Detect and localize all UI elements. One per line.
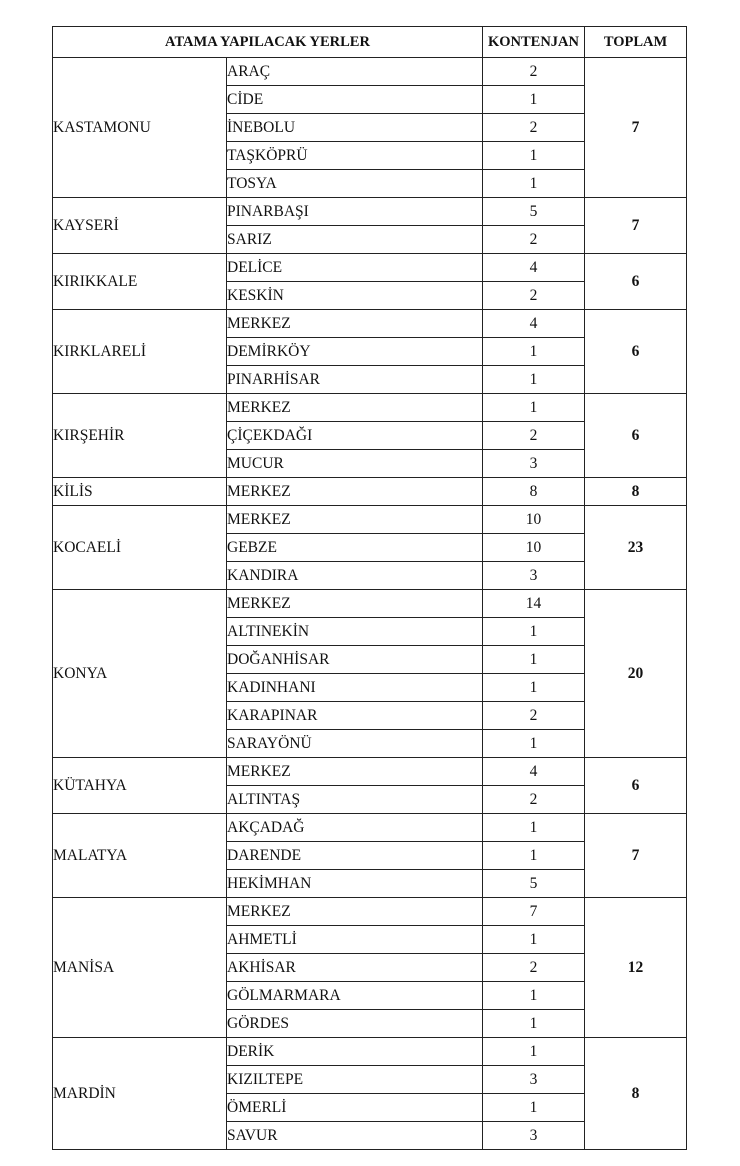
quota-cell: 4 <box>483 254 585 282</box>
province-cell: KÜTAHYA <box>53 758 227 814</box>
table-body <box>53 58 687 1150</box>
total-cell: 6 <box>585 758 687 814</box>
header-quota: KONTENJAN <box>483 27 585 58</box>
district-cell: HEKİMHAN <box>227 870 483 898</box>
district-cell: DEMİRKÖY <box>227 338 483 366</box>
district-cell: GÖRDES <box>227 1010 483 1038</box>
district-cell: MERKEZ <box>227 310 483 338</box>
province-cell: KOCAELİ <box>53 506 227 590</box>
quota-cell: 1 <box>483 730 585 758</box>
district-cell: MERKEZ <box>227 590 483 618</box>
quota-cell: 2 <box>483 422 585 450</box>
total-cell: 6 <box>585 394 687 478</box>
quota-cell: 1 <box>483 814 585 842</box>
table-row <box>53 1038 687 1066</box>
district-cell: ÖMERLİ <box>227 1094 483 1122</box>
district-cell: AKHİSAR <box>227 954 483 982</box>
district-cell: MERKEZ <box>227 478 483 506</box>
district-cell: TAŞKÖPRÜ <box>227 142 483 170</box>
district-cell: GÖLMARMARA <box>227 982 483 1010</box>
quota-cell: 1 <box>483 338 585 366</box>
district-cell: KIZILTEPE <box>227 1066 483 1094</box>
quota-cell: 3 <box>483 450 585 478</box>
quota-cell: 1 <box>483 926 585 954</box>
quota-cell: 1 <box>483 1094 585 1122</box>
quota-cell: 2 <box>483 226 585 254</box>
district-cell: ALTINEKİN <box>227 618 483 646</box>
district-cell: SAVUR <box>227 1122 483 1150</box>
quota-cell: 10 <box>483 506 585 534</box>
table-row <box>53 590 687 618</box>
district-cell: İNEBOLU <box>227 114 483 142</box>
district-cell: DARENDE <box>227 842 483 870</box>
quota-cell: 5 <box>483 198 585 226</box>
quota-cell: 1 <box>483 142 585 170</box>
district-cell: AHMETLİ <box>227 926 483 954</box>
total-cell: 20 <box>585 590 687 758</box>
total-cell: 6 <box>585 310 687 394</box>
province-cell: KIRIKKALE <box>53 254 227 310</box>
district-cell: PINARHİSAR <box>227 366 483 394</box>
district-cell: KADINHANI <box>227 674 483 702</box>
header-location: ATAMA YAPILACAK YERLER <box>53 27 483 58</box>
table-row <box>53 758 687 786</box>
district-cell: MERKEZ <box>227 898 483 926</box>
quota-cell: 1 <box>483 618 585 646</box>
quota-cell: 1 <box>483 86 585 114</box>
quota-cell: 1 <box>483 394 585 422</box>
province-cell: MALATYA <box>53 814 227 898</box>
district-cell: DELİCE <box>227 254 483 282</box>
province-cell: KONYA <box>53 590 227 758</box>
district-cell: KANDIRA <box>227 562 483 590</box>
quota-cell: 2 <box>483 58 585 86</box>
district-cell: SARIZ <box>227 226 483 254</box>
district-cell: PINARBAŞI <box>227 198 483 226</box>
table-row <box>53 814 687 842</box>
quota-cell: 10 <box>483 534 585 562</box>
district-cell: TOSYA <box>227 170 483 198</box>
province-cell: MARDİN <box>53 1038 227 1150</box>
total-cell: 23 <box>585 506 687 590</box>
quota-cell: 1 <box>483 1010 585 1038</box>
quota-cell: 2 <box>483 114 585 142</box>
quota-cell: 7 <box>483 898 585 926</box>
quota-cell: 2 <box>483 786 585 814</box>
table-row <box>53 506 687 534</box>
total-cell: 8 <box>585 1038 687 1150</box>
table-row <box>53 394 687 422</box>
total-cell: 12 <box>585 898 687 1038</box>
quota-cell: 14 <box>483 590 585 618</box>
district-cell: CİDE <box>227 86 483 114</box>
district-cell: KESKİN <box>227 282 483 310</box>
quota-cell: 1 <box>483 674 585 702</box>
district-cell: SARAYÖNÜ <box>227 730 483 758</box>
table-row <box>53 310 687 338</box>
table-row <box>53 198 687 226</box>
quota-cell: 4 <box>483 758 585 786</box>
total-cell: 6 <box>585 254 687 310</box>
table-row <box>53 58 687 86</box>
assignment-quota-table <box>52 26 687 1150</box>
quota-cell: 3 <box>483 562 585 590</box>
quota-cell: 1 <box>483 982 585 1010</box>
quota-cell: 8 <box>483 478 585 506</box>
table-row <box>53 254 687 282</box>
district-cell: MERKEZ <box>227 394 483 422</box>
quota-cell: 1 <box>483 1038 585 1066</box>
province-cell: KIRKLARELİ <box>53 310 227 394</box>
district-cell: AKÇADAĞ <box>227 814 483 842</box>
district-cell: ALTINTAŞ <box>227 786 483 814</box>
district-cell: MERKEZ <box>227 758 483 786</box>
province-cell: KAYSERİ <box>53 198 227 254</box>
province-cell: KIRŞEHİR <box>53 394 227 478</box>
district-cell: ARAÇ <box>227 58 483 86</box>
district-cell: KARAPINAR <box>227 702 483 730</box>
district-cell: ÇİÇEKDAĞI <box>227 422 483 450</box>
total-cell: 7 <box>585 198 687 254</box>
district-cell: DOĞANHİSAR <box>227 646 483 674</box>
quota-cell: 1 <box>483 170 585 198</box>
quota-cell: 1 <box>483 366 585 394</box>
province-cell: MANİSA <box>53 898 227 1038</box>
quota-cell: 1 <box>483 646 585 674</box>
total-cell: 7 <box>585 814 687 898</box>
quota-cell: 3 <box>483 1066 585 1094</box>
quota-cell: 1 <box>483 842 585 870</box>
district-cell: MUCUR <box>227 450 483 478</box>
total-cell: 7 <box>585 58 687 198</box>
total-cell: 8 <box>585 478 687 506</box>
province-cell: KASTAMONU <box>53 58 227 198</box>
table-row <box>53 478 687 506</box>
table-row <box>53 898 687 926</box>
table-header-row <box>53 27 687 58</box>
quota-cell: 4 <box>483 310 585 338</box>
quota-cell: 2 <box>483 954 585 982</box>
quota-cell: 2 <box>483 282 585 310</box>
quota-cell: 2 <box>483 702 585 730</box>
district-cell: GEBZE <box>227 534 483 562</box>
district-cell: MERKEZ <box>227 506 483 534</box>
quota-cell: 5 <box>483 870 585 898</box>
header-total: TOPLAM <box>585 27 687 58</box>
district-cell: DERİK <box>227 1038 483 1066</box>
province-cell: KİLİS <box>53 478 227 506</box>
quota-cell: 3 <box>483 1122 585 1150</box>
